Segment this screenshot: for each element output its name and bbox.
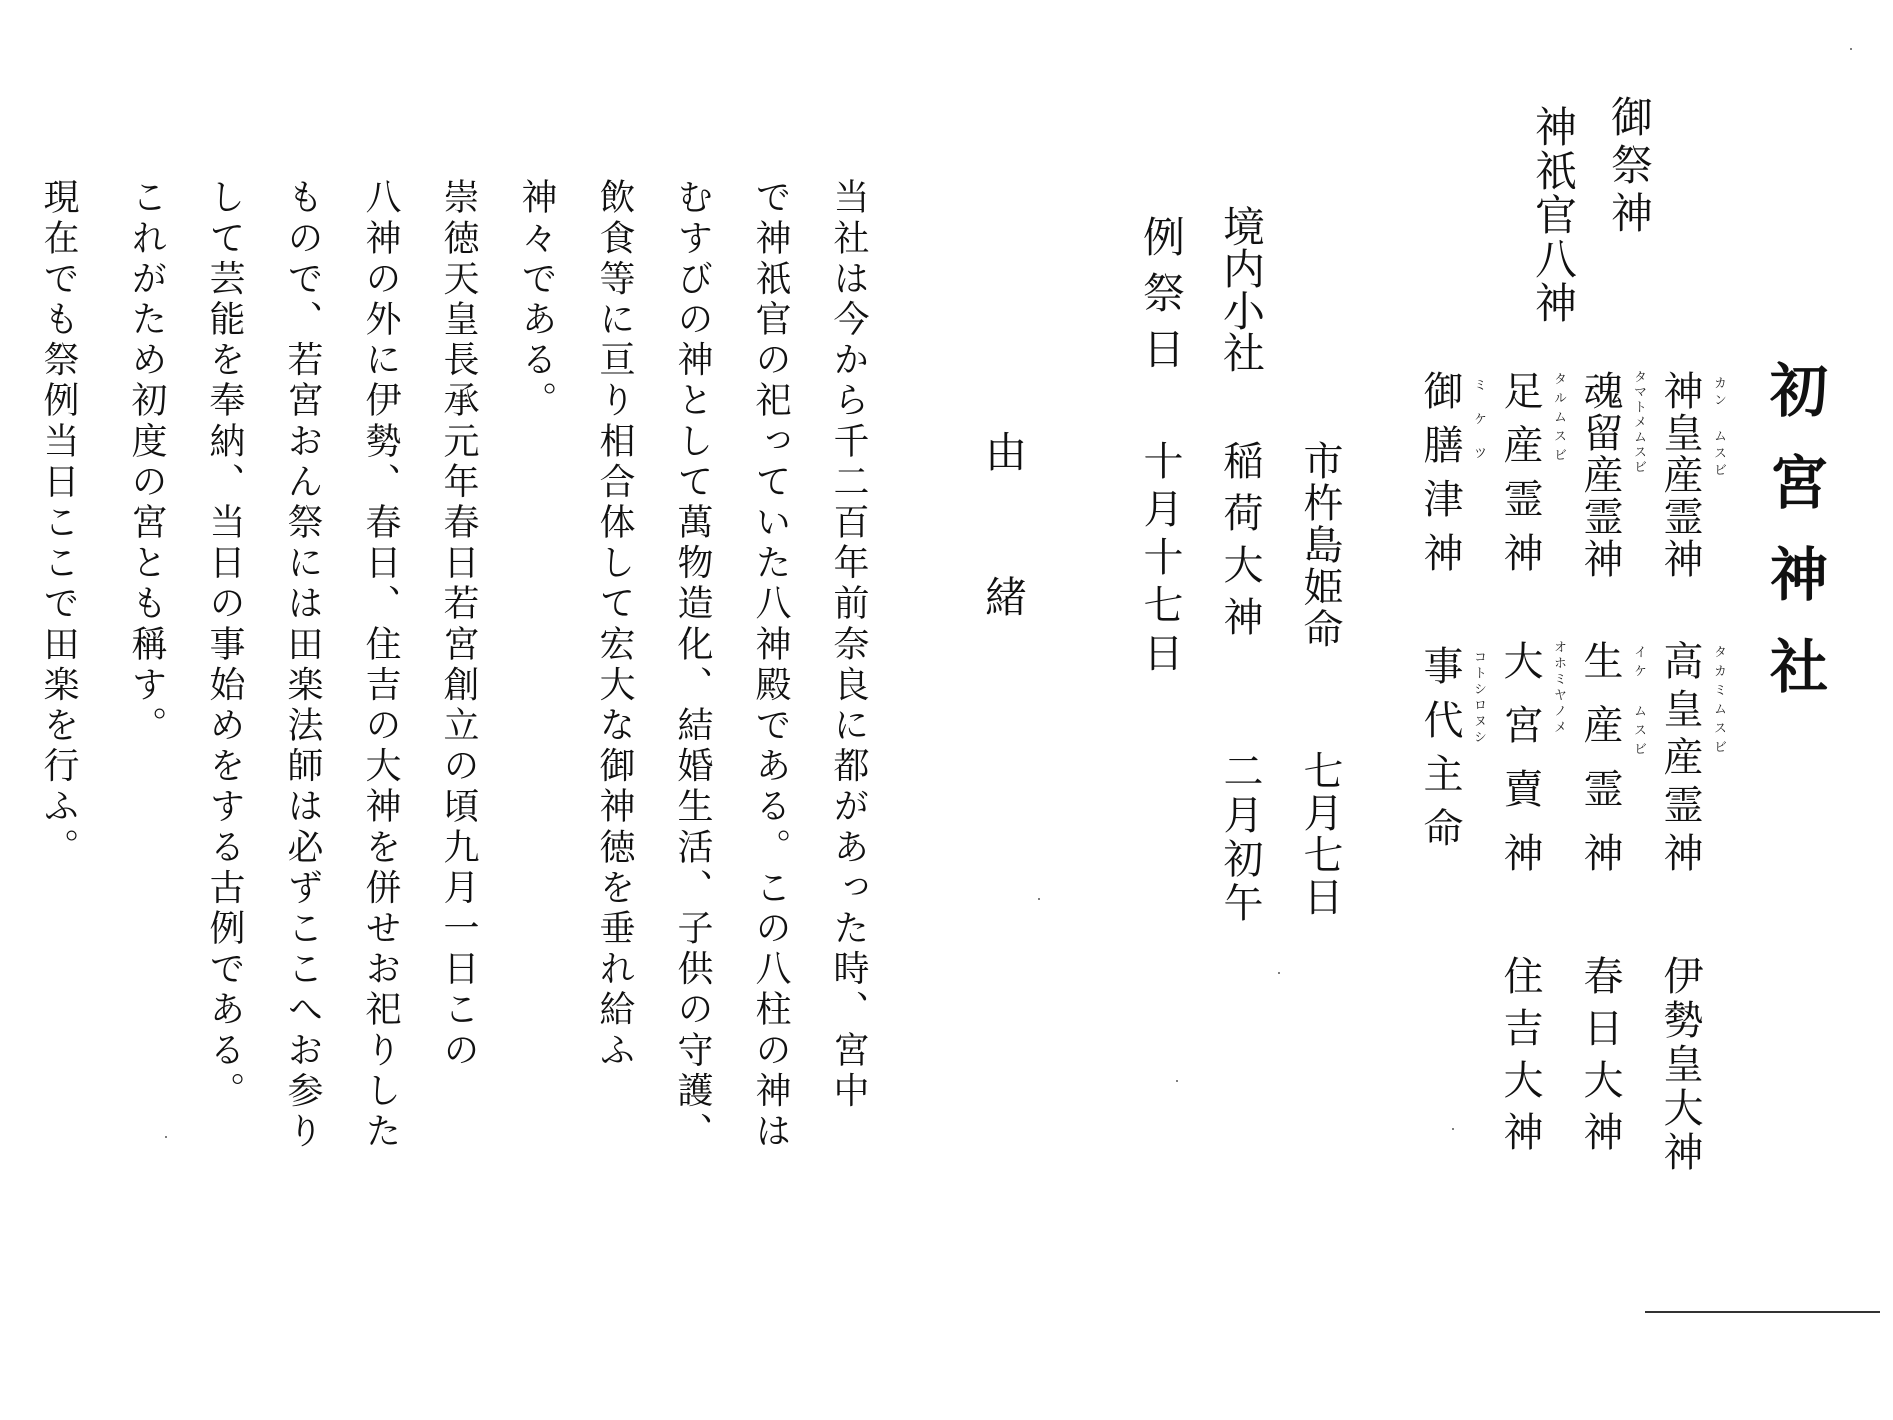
- deity-miketsu: 御膳津神: [1417, 370, 1463, 586]
- scan-edge-line: [1645, 1311, 1880, 1313]
- deity-kamimusubi: 神皇産霊神: [1657, 370, 1703, 580]
- body-line-4: 飲食等に亘り相合体して宏大な御神徳を垂れ給ふ: [594, 178, 635, 1072]
- deity-kotoshironushi: 事代主命: [1417, 645, 1463, 861]
- body-line-3: むすびの神として萬物造化、結婚生活、子供の守護、: [672, 178, 713, 1153]
- festival-date: 十月十七日: [1137, 440, 1183, 680]
- subshrine-inari: 稲荷大神: [1217, 440, 1263, 648]
- label-hachijin: 神祇官八神: [1529, 105, 1578, 325]
- body-line-5: 神々である。: [516, 178, 557, 422]
- ruby-miketsu: ミ ケ ツ: [1471, 378, 1486, 462]
- subshrine-ichikishima: 市杵島姫命: [1297, 440, 1343, 650]
- label-saijin: 御祭神: [1605, 95, 1654, 239]
- scan-speck: [165, 1136, 167, 1138]
- scan-speck: [1278, 972, 1280, 974]
- deity-ikemusubi: 生産霊神: [1577, 640, 1623, 896]
- shrine-title: 初宮神社: [1760, 360, 1828, 728]
- body-line-10: これがため初度の宮とも稱す。: [126, 178, 167, 747]
- yuisho-char-1: 由: [979, 430, 1028, 472]
- god-kasuga: 春日大神: [1577, 955, 1623, 1163]
- body-line-9: して芸能を奉納、当日の事始めをする古例である。: [204, 178, 245, 1112]
- god-ise: 伊勢皇大神: [1657, 955, 1703, 1175]
- label-keidai: 境内小社: [1217, 205, 1266, 373]
- body-line-8: もので、若宮おん祭には田楽法師は必ずここへお参り: [282, 178, 323, 1153]
- ruby-takamimusubi: タカミムスビ: [1711, 645, 1726, 759]
- scan-speck: [1452, 1128, 1454, 1130]
- ruby-kotoshironushi: コトシロヌシ: [1471, 650, 1486, 746]
- ruby-kamimusubi: カン ムスビ: [1711, 376, 1726, 480]
- god-sumiyoshi: 住吉大神: [1497, 955, 1543, 1163]
- deity-tamatomemusubi: 魂留産霊神: [1577, 370, 1623, 580]
- ruby-tarumusubi: タルムスビ: [1551, 372, 1566, 467]
- deity-takamimusubi: 高皇産霊神: [1657, 640, 1703, 880]
- ruby-tamatomemusubi: タマトメムスビ: [1631, 370, 1646, 475]
- body-line-7: 八神の外に伊勢、春日、住吉の大神を併せお祀りした: [360, 178, 401, 1153]
- body-line-6: 崇徳天皇長承元年春日若宮創立の頃九月一日この: [438, 178, 479, 1072]
- scan-speck: [1038, 898, 1040, 900]
- scan-speck: [1850, 48, 1852, 50]
- ruby-ikemusubi: イケ ムスビ: [1631, 645, 1646, 761]
- label-reisai: 例祭日: [1137, 215, 1186, 383]
- ruby-omiyanome: オホミヤノメ: [1551, 640, 1566, 736]
- subshrine-inari-date: 二月初午: [1217, 750, 1263, 926]
- deity-omiyanome: 大宮賣神: [1497, 640, 1543, 896]
- body-line-2: で神祇官の祀っていた八神殿である。この八柱の神は: [750, 178, 791, 1153]
- body-line-11: 現在でも祭例当日ここで田楽を行ふ。: [38, 178, 79, 869]
- scan-speck: [1176, 1080, 1178, 1082]
- subshrine-ichikishima-date: 七月七日: [1297, 750, 1343, 918]
- deity-tarumusubi: 足産霊神: [1497, 370, 1543, 586]
- body-line-1: 当社は今から千二百年前奈良に都があった時、宮中: [828, 178, 869, 1112]
- yuisho-char-2: 緒: [979, 575, 1028, 617]
